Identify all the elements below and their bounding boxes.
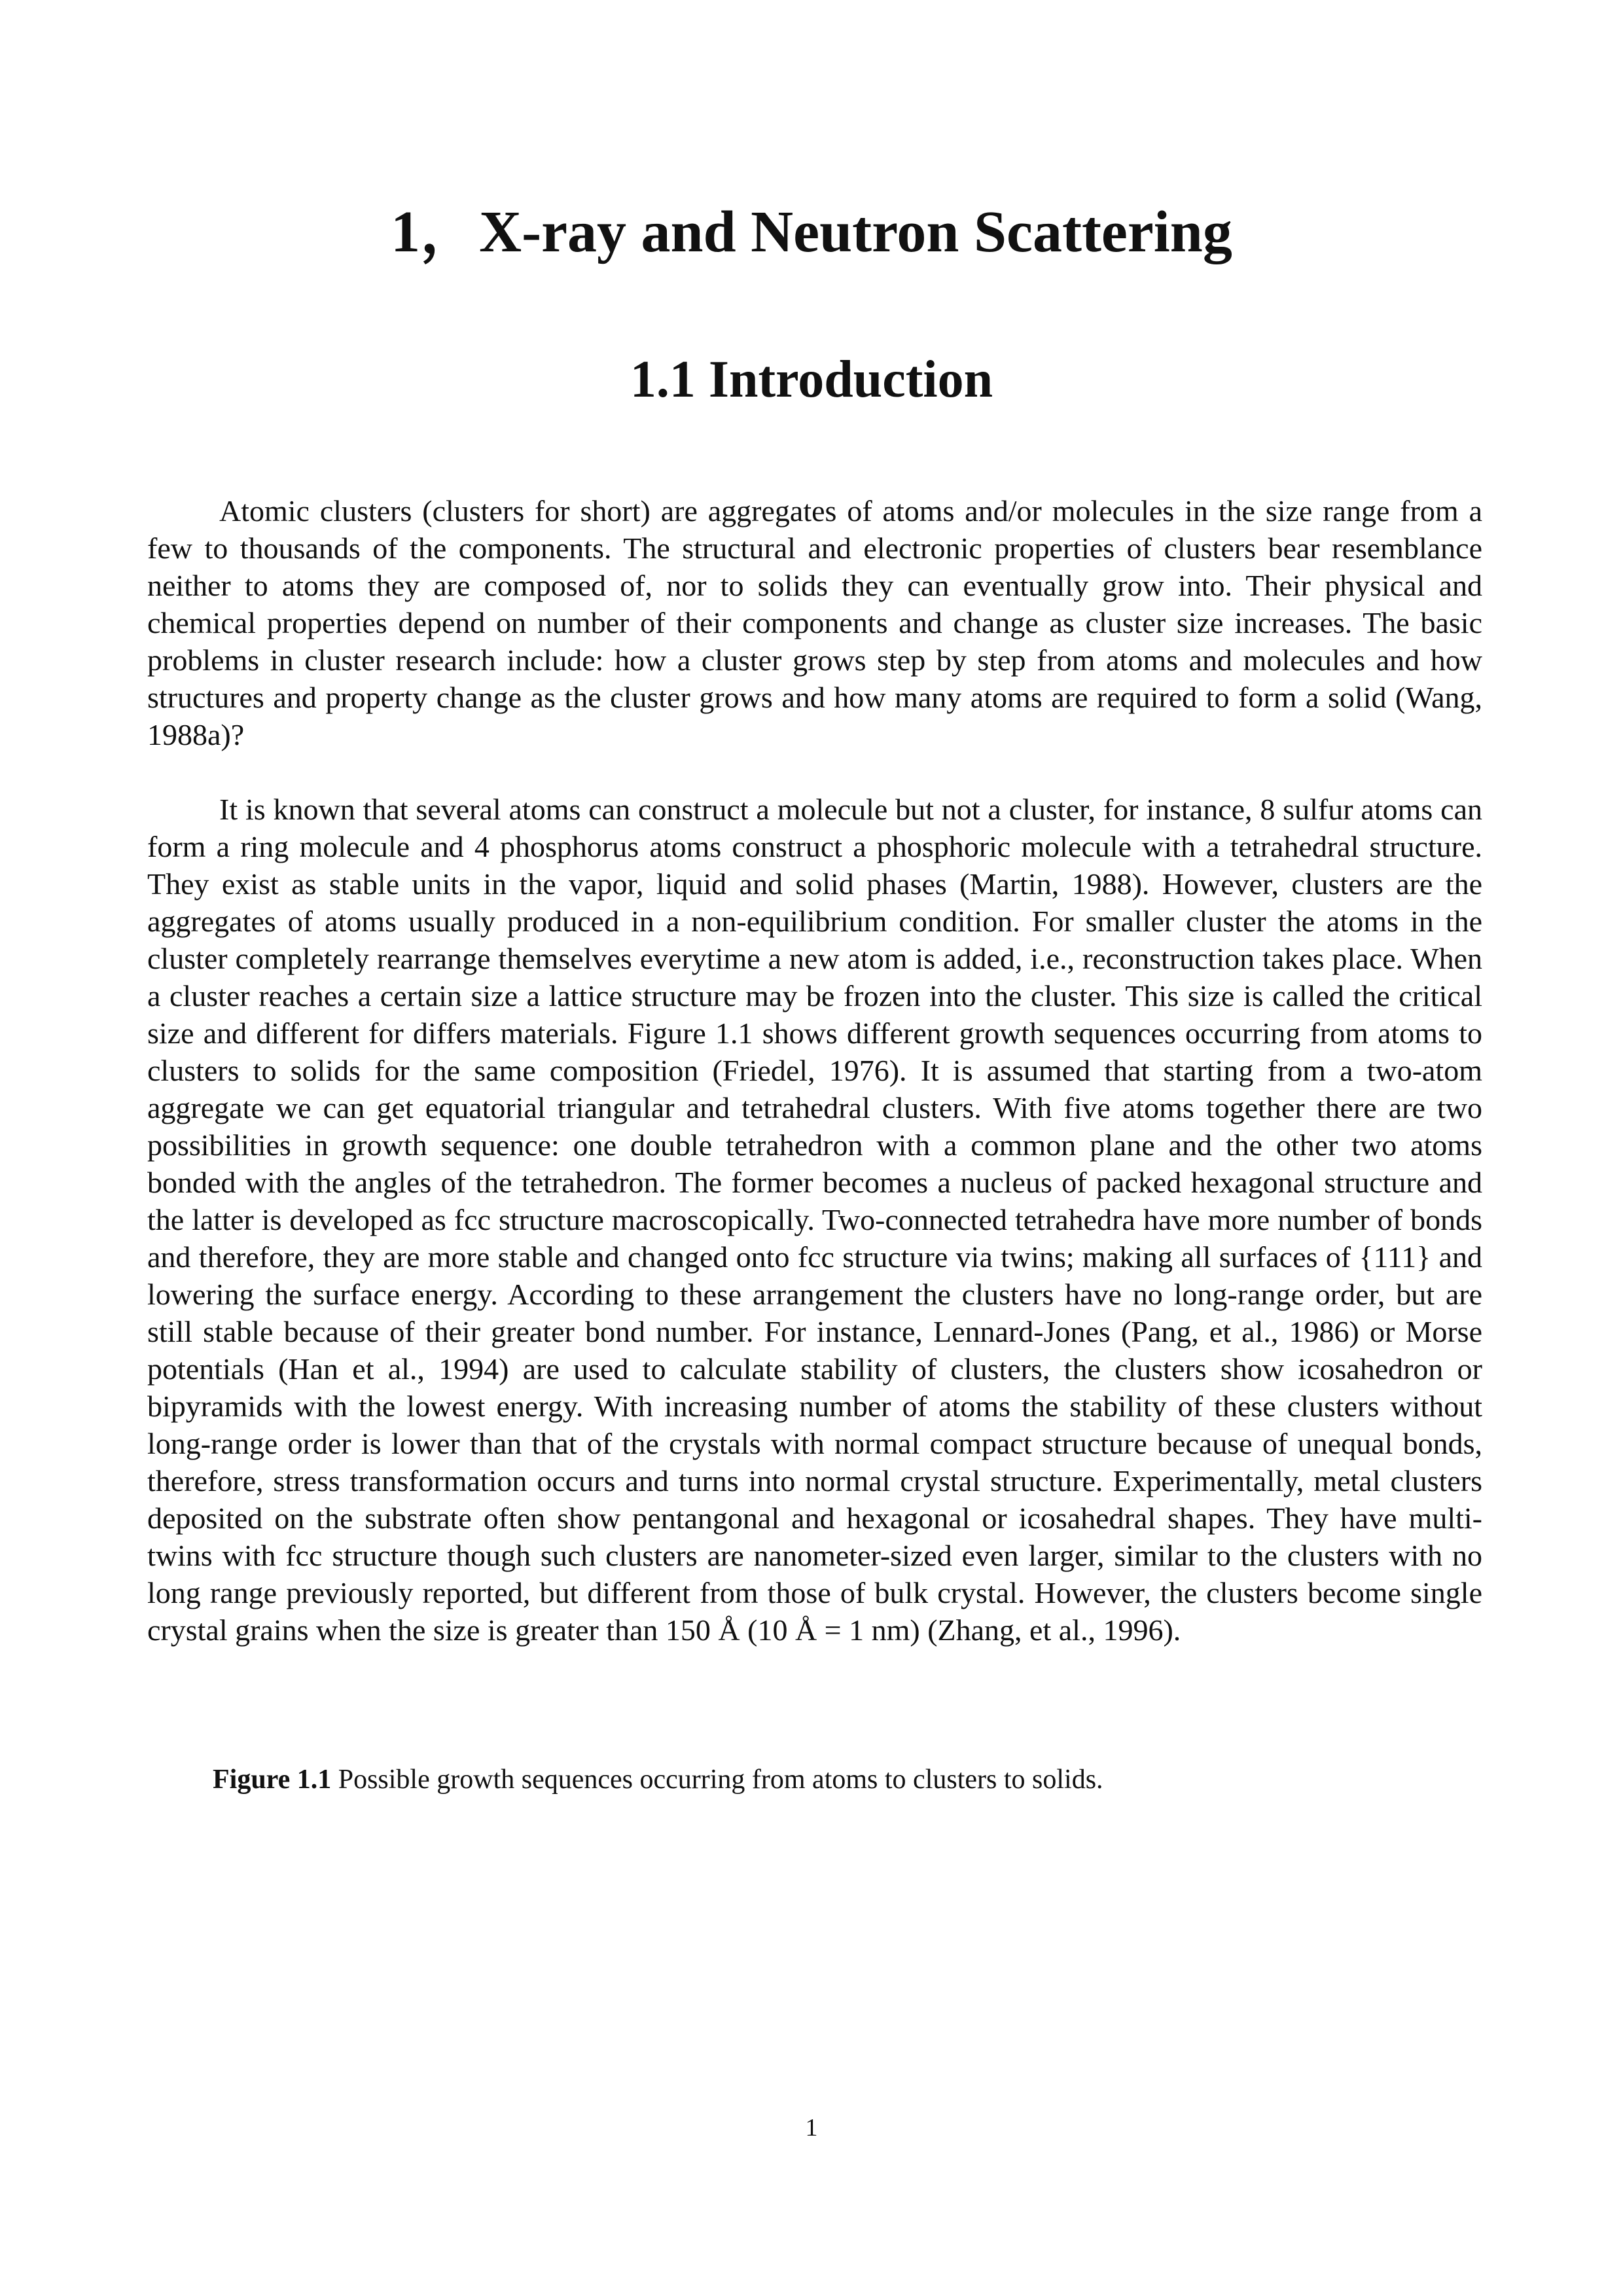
figure-label: Figure 1.1 — [213, 1765, 332, 1795]
section-title: 1.1 Introduction — [630, 351, 993, 408]
page-number: 1 — [805, 2114, 818, 2142]
figure-caption — [213, 1762, 1456, 1797]
figure-caption-text: Possible growth sequences occurring from atoms to clusters to solids. — [331, 1765, 1103, 1795]
body-paragraph: Atomic clusters (clusters for short) are aggregates of atoms and/or molecules in the size range from a few to thousands of the components. The structural and electronic properties of clusters bear resemblance neither to atoms they are composed of, nor to solids they can eventually grow into. Their physical and chemical properties depend on number of their components and change as cluster size increases. The basic problems in cluster research include: how a cluster grows step by step from atoms and molecules and how structures and property change as the cluster grows and how many atoms are required to form a solid (Wang, 1988a)? — [147, 494, 1482, 751]
chapter-title: 1，X-ray and Neutron Scattering — [391, 200, 1232, 264]
body-paragraph: It is known that several atoms can construct a molecule but not a cluster, for instance, 8 sulfur atoms can form a ring molecule and 4 phosphorus atoms construct a phosphoric molecule with a tetrahedral structure. They exist as stable units in the vapor, liquid and solid phases (Martin, 1988). However, clusters are the aggregates of atoms usually produced in a non-equilibrium condition. For smaller cluster the atoms in the cluster completely rearrange themselves everytime a new atom is added, i.e., reconstruction takes place. When a cluster reaches a certain size a lattice structure may be frozen into the cluster. This size is called the critical size and different for differs materials. Figure 1.1 shows different growth sequences occurring from atoms to clusters to solids for the same composition (Friedel, 1976). It is assumed that starting from a two-atom aggregate we can get equatorial triangular and tetrahedral clusters. With five atoms together there are two possibilities in growth sequence: one double tetrahedron with a common plane and the other two atoms bonded with the angles of the tetrahedron. The former becomes a nucleus of packed hexagonal structure and the latter is developed as fcc structure macroscopically. Two-connected tetrahedra have more number of bonds and therefore, they are more stable and changed onto fcc structure via twins; making all surfaces of {111} and lowering the surface energy. According to these arrangement the clusters have no long-range order, but are still stable because of their greater bond number. For instance, Lennard-Jones (Pang, et al., 1986) or Morse potentials (Han et al., 1994) are used to calculate stability of clusters, the clusters show icosahedron or bipyramids with the lowest energy. With increasing number of atoms the stability of these clusters without long-range order is lower than that of the crystals with normal compact structure because of unequal bonds, therefore, stress transformation occurs and turns into normal crystal structure. Experimentally, metal clusters deposited on the substrate often show pentangonal and hexagonal or icosahedral shapes. They have multi-twins with fcc structure though such clusters are nanometer-sized even larger, similar to the clusters with no long range previously reported, but different from those of bulk crystal. However, the clusters become single crystal grains when the size is greater than 150 Å (10 Å = 1 nm) (Zhang, et al., 1996). — [147, 793, 1482, 1647]
